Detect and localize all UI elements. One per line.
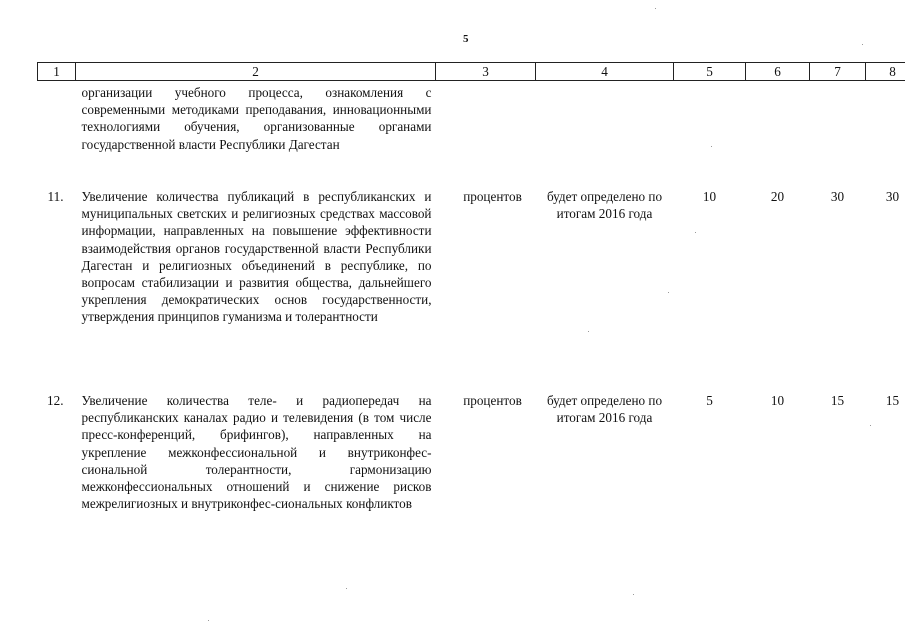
table-row-continuation xyxy=(38,81,905,189)
value-col-8: 30 xyxy=(885,189,900,204)
value-col-7: 15 xyxy=(830,393,845,408)
value-col-6: 20 xyxy=(770,189,785,204)
unit-of-measure: процентов xyxy=(463,393,522,408)
scan-speck xyxy=(695,232,696,233)
column-header-7: 7 xyxy=(810,63,866,81)
value-col-7: 30 xyxy=(830,189,845,204)
indicator-description: организации учебного процесса, ознакомления с современными методиками преподавания, инновационными технологиями обучения, организованные органами государственной власти Республики Дагестан xyxy=(81,85,432,152)
table-row xyxy=(38,392,905,512)
indicators-table xyxy=(37,62,905,512)
scan-speck xyxy=(870,425,871,426)
scan-speck xyxy=(208,620,209,621)
indicator-description: Увеличение количества публикаций в республиканских и муниципальных светских и религиозных средствах массовой информации, направленных на повышение эффективности взаимодействия органов государственной власти Республики Дагестан и религиозных объединений в республике, по вопросам стабилизации и развития общества, дальнейшего укрепления демократических основ государственности, утверждения принципов гуманизма и толерантности xyxy=(81,189,432,325)
scan-speck xyxy=(862,44,863,45)
scan-speck xyxy=(668,292,669,293)
row-number-cell xyxy=(38,81,76,189)
column-header-8: 8 xyxy=(866,63,905,81)
baseline-value: будет определено по итогам 2016 года xyxy=(546,189,663,222)
value-col-5: 5 xyxy=(706,393,713,408)
value-col-6: 10 xyxy=(770,393,785,408)
row-number: 12. xyxy=(47,393,64,408)
page-number: 5 xyxy=(463,33,469,45)
value-col-5: 10 xyxy=(702,189,717,204)
column-header-1: 1 xyxy=(38,63,76,81)
row-number: 11. xyxy=(47,189,64,204)
unit-of-measure: процентов xyxy=(463,189,522,204)
indicator-description: Увеличение количества теле- и радиопередач на республиканских каналах радио и телевидения (в том числе пресс-конференций, брифингов), направленных на укрепление межконфессиональной и внутриконфес-сиональной толерантности, гармонизацию межконфессиональных отношений и снижение рисков межрелигиозных и внутриконфес-сиональных конфликтов xyxy=(81,393,432,512)
column-header-5: 5 xyxy=(674,63,746,81)
scan-speck xyxy=(711,146,712,147)
column-header-4: 4 xyxy=(536,63,674,81)
scan-speck xyxy=(346,588,347,589)
scan-speck xyxy=(633,594,634,595)
scan-speck xyxy=(655,8,656,9)
scan-speck xyxy=(588,331,589,332)
baseline-value: будет определено по итогам 2016 года xyxy=(546,393,663,426)
value-col-8: 15 xyxy=(885,393,900,408)
table-row xyxy=(38,188,905,392)
column-number-header-row xyxy=(38,63,905,81)
column-header-3: 3 xyxy=(436,63,536,81)
column-header-2: 2 xyxy=(76,63,436,81)
column-header-6: 6 xyxy=(746,63,810,81)
